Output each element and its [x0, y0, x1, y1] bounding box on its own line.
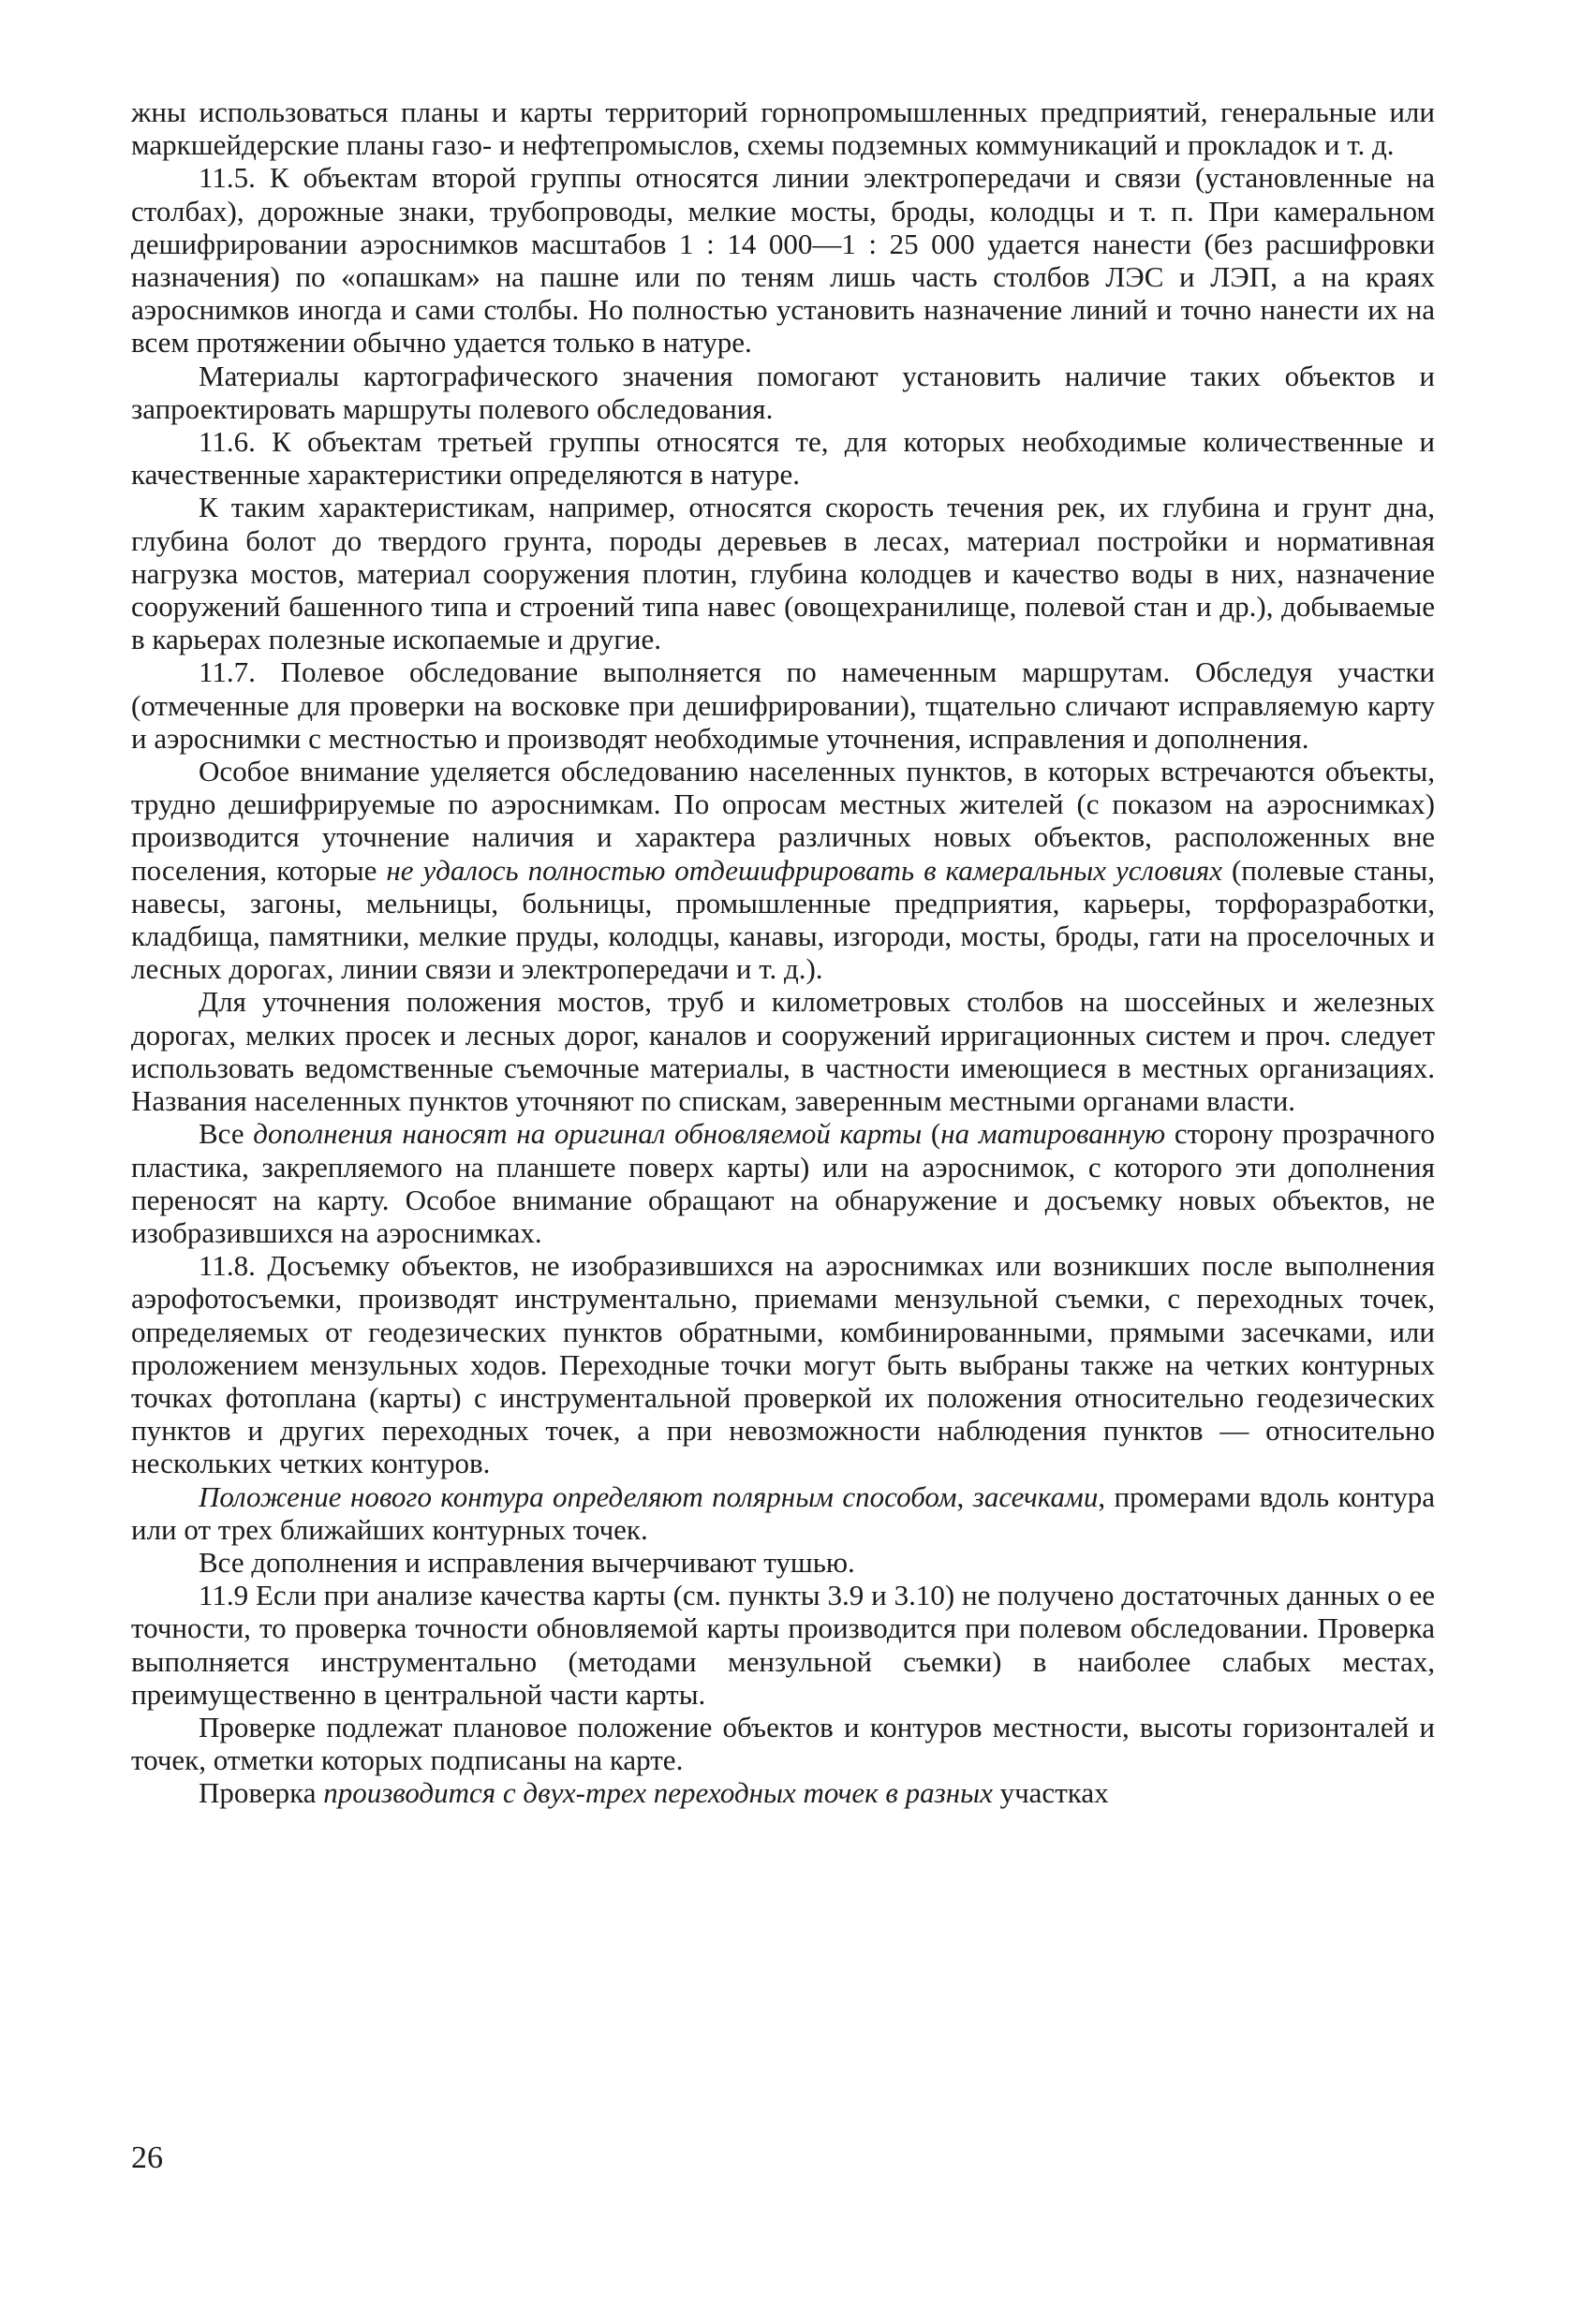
page-body [131, 96, 1435, 1810]
text-run: 11.5. К объектам второй группы относятся линии электропередачи и связи (установленные на столбах), дорожные знаки, трубопроводы, мелкие мосты, броды, колодцы и т. п. При камеральном дешифрировании аэроснимков масштабов 1 : 14 000—1 : 25 000 удается нанести (без расшифровки назначения) по «опашкам» на пашне или по теням лишь часть столбов ЛЭС и ЛЭП, а на краях аэроснимков иногда и сами столбы. Но полностью установить назначение линий и точно нанести их на всем протяжении обычно удается только в натуре. [131, 161, 1435, 360]
text-run: , [956, 1479, 973, 1513]
text-run: ( [922, 1117, 941, 1151]
paragraph [131, 1546, 1435, 1579]
paragraph [131, 360, 1435, 425]
italic-text: производится с двух-трех переходных точек в разных [323, 1776, 993, 1810]
paragraph [131, 1579, 1435, 1711]
paragraph [131, 1480, 1435, 1546]
text-run: Проверка [199, 1776, 324, 1810]
paragraph [131, 491, 1435, 655]
text-run: жны использоваться планы и карты территорий горнопромышленных предприятий, генеральные или маркшейдерские планы газо- и нефтепромыслов, схемы подземных коммуникаций и прокладок и т. д. [131, 96, 1435, 162]
text-run: Проверке подлежат плановое положение объектов и контуров местности, высоты горизонталей и точек, отметки которых подписаны на карте. [131, 1710, 1435, 1777]
paragraph [131, 655, 1435, 755]
paragraph [131, 755, 1435, 985]
text-run: К таким характеристикам, например, относятся скорость течения рек, их глубина и грунт дна, глубина болот до твердого грунта, породы деревьев в лесах, материал постройки и нормативная нагрузка мостов, материал сооружения плотин, глубина колодцев и качество воды в них, назначение сооружений башенного типа и строений типа навес (овощехранилище, полевой стан и др.), добываемые в карьерах полезные ископаемые и другие. [131, 491, 1435, 656]
text-run: 11.8. Досъемку объектов, не изобразившихся на аэроснимках или возникших после выполнения аэрофотосъемки, производят инструментально, приемами мензульной съемки, с переходных точек, определяемых от геодезических пунктов обратными, комбинированными, прямыми засечками, или проложением мензульных ходов. Переходные точки могут быть выбраны также на четких контурных точках фотоплана (карты) с инструментальной проверкой их положения относительно геодезических пунктов и других переходных точек, а при невозможности наблюдения пунктов — относительно нескольких четких контуров. [131, 1249, 1435, 1480]
italic-text: на матированную [940, 1117, 1166, 1151]
paragraph [131, 1117, 1435, 1249]
paragraph [131, 1249, 1435, 1479]
paragraph [131, 96, 1435, 161]
paragraph [131, 985, 1435, 1117]
italic-text: дополнения наносят на оригинал обновляемой карты [253, 1117, 923, 1151]
text-run: сторону прозрачного пластика, закрепляемого на планшете поверх карты) или на аэроснимок, с которого эти дополнения переносят на карту. Особое внимание обращают на обнаружение и досъемку новых объектов, не изобразившихся на аэроснимках. [131, 1117, 1436, 1249]
page-number: 26 [131, 2140, 163, 2175]
text-run: (полевые станы, навесы, загоны, мельницы, больницы, промышленные предприятия, карьеры, торфоразработки, кладбища, памятники, мелкие пруды, колодцы, канавы, изгороди, мосты, броды, гати на проселочных и лесных дорогах, линии связи и электропередачи и т. д.). [131, 853, 1435, 986]
text-run: , промерами вдоль контура или от трех ближайших контурных точек. [131, 1479, 1436, 1546]
text-run: 11.9 Если при анализе качества карты (см. пункты 3.9 и 3.10) не получено достаточных данных о ее точности, то проверка точности обновляемой карты производится при полевом обследовании. Проверка выполняется инструментально (методами мензульной съемки) в наиболее слабых местах, преимущественно в центральной части карты. [131, 1579, 1435, 1711]
italic-text: не удалось полностью отдешифрировать в камеральных условиях [386, 853, 1223, 887]
paragraph [131, 1776, 1435, 1809]
paragraph [131, 161, 1435, 359]
paragraph [131, 1711, 1435, 1776]
text-run: участках [992, 1776, 1109, 1810]
text-run: Для уточнения положения мостов, труб и километровых столбов на шоссейных и железных дорогах, мелких просек и лесных дорог, каналов и сооружений ирригационных систем и проч. следует использовать ведомственные съемочные материалы, в частности имеющиеся в местных организациях. Названия населенных пунктов уточняют по спискам, заверенным местными органами власти. [131, 985, 1435, 1118]
text-run: 11.6. К объектам третьей группы относятся те, для которых необходимые количественные и качественные характеристики определяются в натуре. [131, 425, 1435, 492]
text-run: Все дополнения и исправления вычерчивают тушью. [199, 1545, 855, 1579]
text-run: 11.7. Полевое обследование выполняется по намеченным маршрутам. Обследуя участки (отмеченные для проверки на восковке при дешифрировании), тщательно сличают исправляемую карту и аэроснимки с местностью и производят необходимые уточнения, исправления и дополнения. [131, 655, 1435, 755]
italic-text: Положение нового контура определяют полярным способом [199, 1479, 957, 1513]
text-run: Материалы картографического значения помогают установить наличие таких объектов и запроектировать маршруты полевого обследования. [131, 359, 1435, 425]
italic-text: засечками [972, 1479, 1099, 1513]
text-run: Все [199, 1117, 254, 1151]
text-run: Особое внимание уделяется обследованию населенных пунктов, в которых встречаются объекты, трудно дешифрируемые по аэроснимкам. По опросам местных жителей (с показом на аэроснимках) производится уточнение наличия и характера различных новых объектов, расположенных вне поселения, которые [131, 755, 1435, 887]
body-text [131, 96, 1435, 1810]
paragraph [131, 425, 1435, 491]
